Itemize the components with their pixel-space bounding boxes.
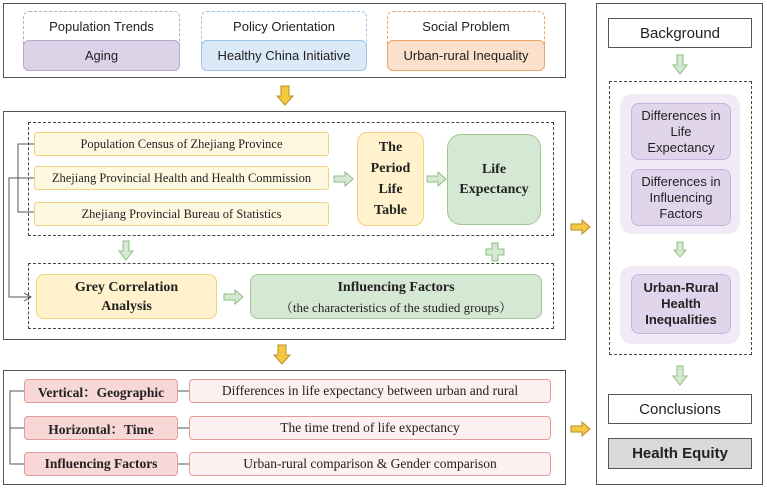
policy-orientation-value: Healthy China Initiative [201,40,367,71]
background-box: Background [608,18,752,48]
policy-orientation-title: Policy Orientation [233,18,335,34]
source-population-census: Population Census of Zhejiang Province [34,132,329,156]
influencing-factors-subtitle: （the characteristics of the studied groups） [279,299,513,315]
horizontal-time-desc: The time trend of life expectancy [189,416,551,440]
right-arrow-to-summary-1 [571,220,591,234]
influencing-factors-label: Influencing Factors [24,452,178,476]
vertical-geographic-label: Vertical：Geographic [24,379,178,403]
down-arrow-conclusions [673,366,687,386]
life-expectancy-box: Life Expectancy [447,134,541,225]
differences-influencing-factors-box: Differences in Influencing Factors [631,169,731,226]
down-arrow-differences [674,242,686,258]
vertical-geographic-desc: Differences in life expectancy between urban and rural [189,379,551,403]
conclusions-box: Conclusions [608,394,752,424]
right-arrow-to-summary-2 [571,422,591,436]
source-health-commission: Zhejiang Provincial Health and Health Commission [34,166,329,190]
social-problem-title: Social Problem [422,18,510,34]
population-trends-value: Aging [23,40,180,71]
social-problem-value: Urban-rural Inequality [387,40,545,71]
source-bureau-statistics: Zhejiang Provincial Bureau of Statistics [34,202,329,226]
down-arrow-background [673,55,687,75]
influencing-factors-desc: Urban-rural comparison & Gender comparison [189,452,551,476]
grey-correlation-box: Grey Correlation Analysis [36,274,217,319]
differences-life-expectancy-box: Differences in Life Expectancy [631,103,731,160]
health-equity-box: Health Equity [608,438,752,469]
horizontal-time-label: Horizontal：Time [24,416,178,440]
population-trends-title: Population Trends [49,18,154,34]
period-life-table-box: The Period Life Table [357,132,424,226]
urban-rural-inequalities-box: Urban-Rural Health Inequalities [631,274,731,334]
influencing-factors-title: Influencing Factors [337,280,455,295]
